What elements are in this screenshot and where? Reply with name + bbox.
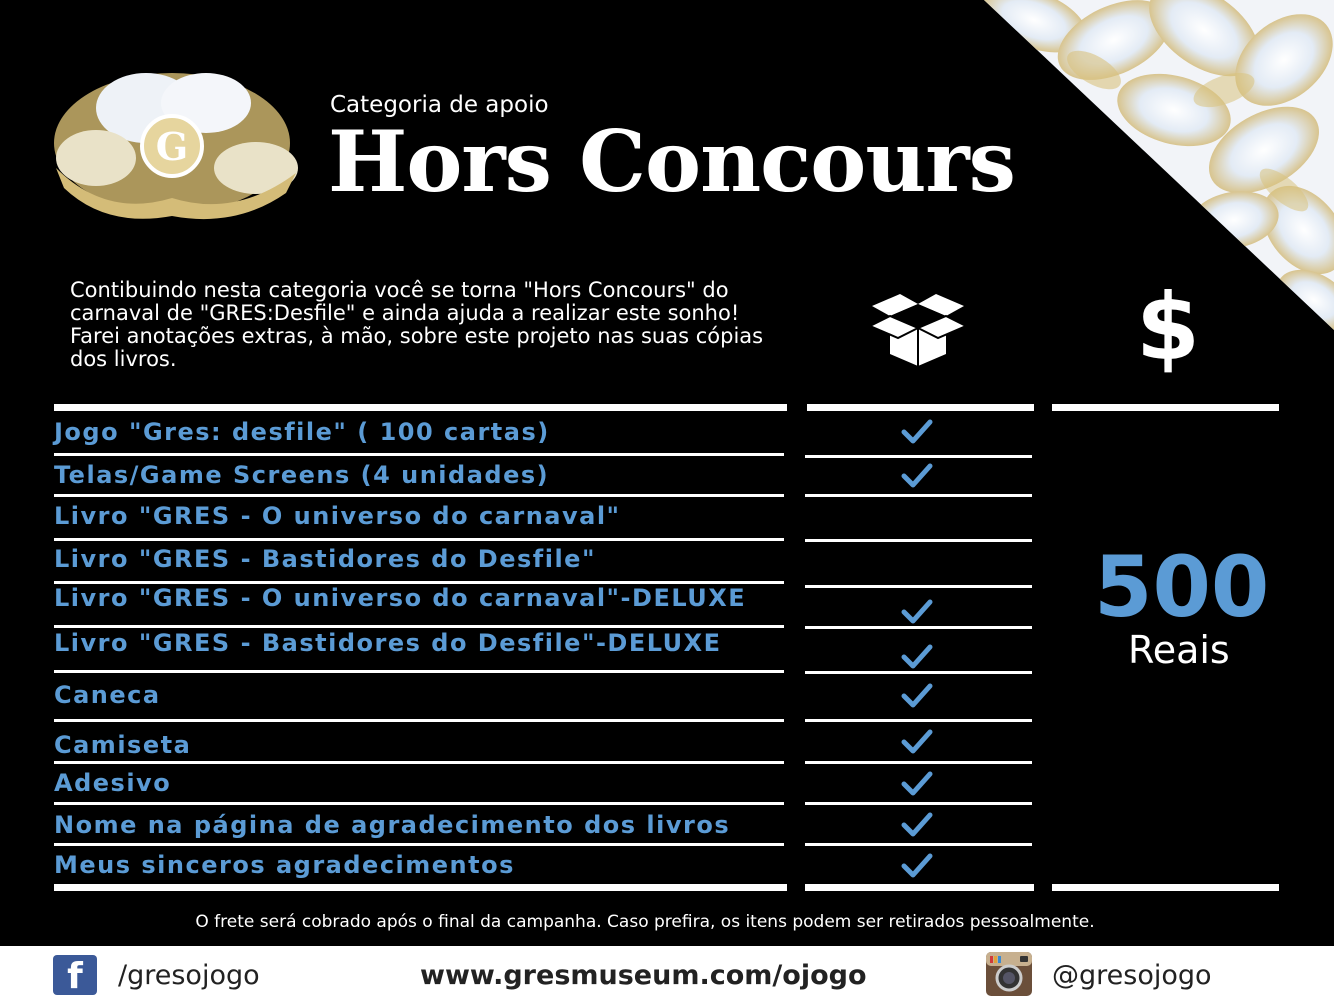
list-item: Livro "GRES - O universo do carnaval" bbox=[54, 502, 621, 530]
list-item: Camiseta bbox=[54, 731, 192, 759]
facebook-handle[interactable]: /gresojogo bbox=[118, 960, 260, 991]
row-divider bbox=[805, 626, 1032, 629]
row-divider bbox=[805, 843, 1032, 846]
website-link[interactable]: www.gresmuseum.com/ojogo bbox=[420, 960, 867, 991]
check-icon bbox=[901, 462, 933, 490]
footer-divider-price bbox=[1052, 884, 1279, 891]
shipping-note: O frete será cobrado após o final da campanha. Caso prefira, os itens podem ser retirados pessoalmente. bbox=[195, 912, 1095, 932]
intro-text: Contibuindo nesta categoria você se torna "Hors Concours" do carnaval de "GRES:Desfile" e ainda ajuda a realizar este sonho! Farei anotações extras, à mão, sobre este projeto nas suas cópias dos livros. bbox=[70, 278, 764, 371]
instagram-icon[interactable] bbox=[986, 952, 1032, 996]
page-title: Hors Concours bbox=[328, 112, 1015, 211]
row-divider bbox=[54, 761, 784, 764]
box-icon bbox=[868, 286, 968, 366]
facebook-icon[interactable]: f bbox=[53, 955, 97, 995]
check-icon bbox=[901, 598, 933, 626]
header-divider-included bbox=[807, 404, 1034, 411]
row-divider bbox=[805, 719, 1032, 722]
row-divider bbox=[805, 585, 1032, 588]
row-divider bbox=[54, 453, 784, 456]
row-divider bbox=[54, 719, 784, 722]
row-divider bbox=[54, 843, 784, 846]
list-item: Jogo "Gres: desfile" ( 100 cartas) bbox=[54, 418, 550, 446]
list-item: Nome na página de agradecimento dos livros bbox=[54, 811, 731, 839]
row-divider bbox=[805, 494, 1032, 497]
row-divider bbox=[54, 670, 784, 673]
list-item: Livro "GRES - Bastidores do Desfile"-DELUXE bbox=[54, 629, 722, 657]
row-divider bbox=[805, 671, 1032, 674]
instagram-handle[interactable]: @gresojogo bbox=[1052, 960, 1212, 991]
row-divider bbox=[54, 538, 784, 541]
list-item: Caneca bbox=[54, 681, 161, 709]
logo-letter: G bbox=[155, 124, 189, 169]
row-divider bbox=[54, 581, 784, 584]
price-amount: 500 bbox=[1094, 538, 1270, 636]
footer-divider-items bbox=[54, 884, 787, 891]
check-icon bbox=[901, 682, 933, 710]
row-divider bbox=[805, 539, 1032, 542]
row-divider bbox=[54, 625, 784, 628]
footer-divider-included bbox=[805, 884, 1034, 891]
check-icon bbox=[901, 643, 933, 671]
list-item: Meus sinceros agradecimentos bbox=[54, 851, 515, 879]
list-item: Telas/Game Screens (4 unidades) bbox=[54, 461, 550, 489]
check-icon bbox=[901, 852, 933, 880]
row-divider bbox=[805, 802, 1032, 805]
header-divider-price bbox=[1052, 404, 1279, 411]
row-divider bbox=[805, 455, 1032, 458]
list-item: Livro "GRES - Bastidores do Desfile" bbox=[54, 545, 596, 573]
row-divider bbox=[54, 802, 784, 805]
dollar-icon: $ bbox=[1136, 274, 1201, 381]
row-divider bbox=[54, 494, 784, 497]
list-item: Adesivo bbox=[54, 769, 172, 797]
list-item: Livro "GRES - O universo do carnaval"-DELUXE bbox=[54, 584, 747, 612]
subtitle: Categoria de apoio bbox=[330, 92, 549, 118]
check-icon bbox=[901, 770, 933, 798]
price-currency: Reais bbox=[1128, 628, 1230, 672]
row-divider bbox=[805, 761, 1032, 764]
gres-logo bbox=[36, 48, 308, 234]
check-icon bbox=[901, 728, 933, 756]
check-icon bbox=[901, 418, 933, 446]
check-icon bbox=[901, 811, 933, 839]
header-divider-items bbox=[54, 404, 787, 411]
